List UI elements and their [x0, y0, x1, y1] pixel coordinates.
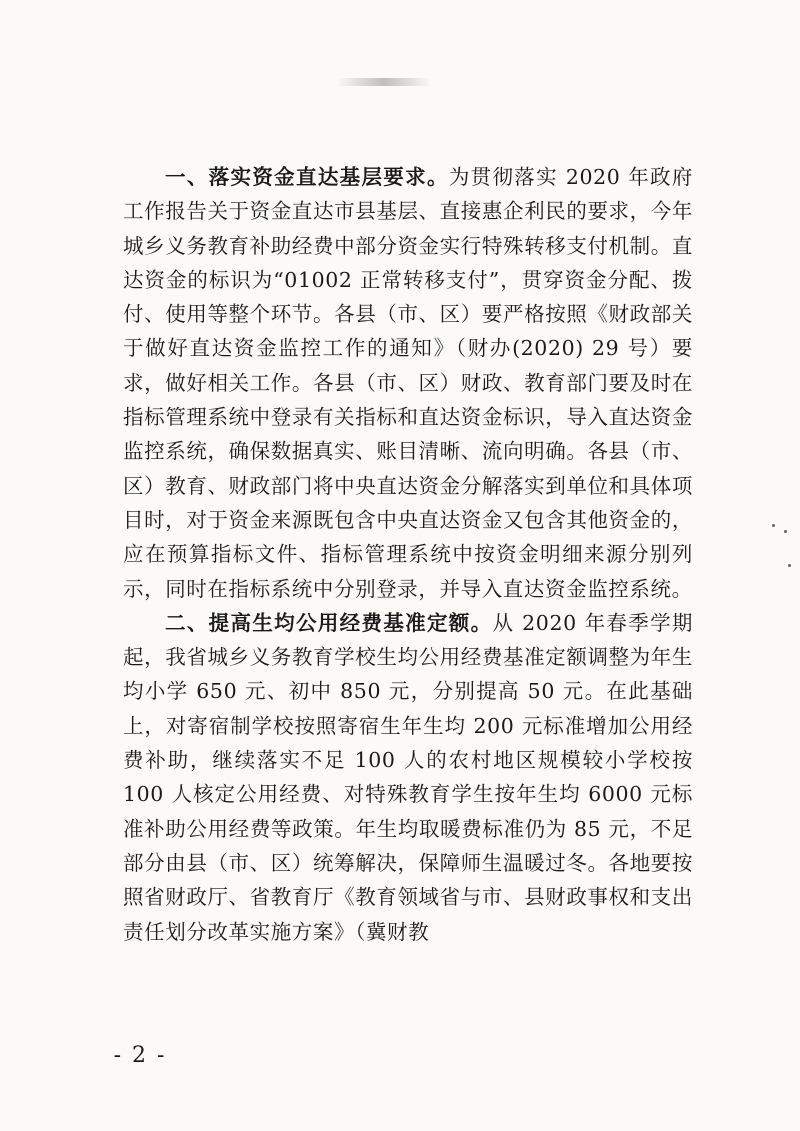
paragraph-2-text: 从 2020 年春季学期起，我省城乡义务教育学校生均公用经费基准定额调整为年生均小学 650 元、初中 850 元，分别提高 50 元。在此基础上，对寄宿制学校按照寄宿生年生均 200 元标准增加公用经费补助，继续落实不足 100 人的农村地区规模较小学校按 100 人核定公用经费、对特殊教育学生按年生均 6000 元标准补助公用经费等政策。年生均取暖费标准仍为 85 元，不足部分由县（市、区）统筹解决，保障师生温暖过冬。各地要按照省财政厅、省教育厅《教育领域省与市、县财政事权和支出责任划分改革实施方案》（冀财教	[123, 610, 694, 944]
scan-artifact	[336, 78, 432, 86]
paragraph-1-text: 为贯彻落实 2020 年政府工作报告关于资金直达市县基层、直接惠企利民的要求，今年城乡义务教育补助经费中部分资金实行特殊转移支付机制。直达资金的标识为“01002 正常转移支付”，贯穿资金分配、拨付、使用等整个环节。各县（市、区）要严格按照《财政部关于做好直达资金监控工作的通知》（财办(2020) 29 号）要求，做好相关工作。各县（市、区）财政、教育部门要及时在指标管理系统中登录有关指标和直达资金标识，导入直达资金监控系统，确保数据真实、账目清晰、流向明确。各县（市、区）教育、财政部门将中央直达资金分解落实到单位和具体项目时，对于资金来源既包含中央直达资金又包含其他资金的，应在预算指标文件、指标管理系统中按资金明细来源分别列示，同时在指标系统中分别登录，并导入直达资金监控系统。	[123, 165, 693, 601]
paragraph-2	[123, 606, 693, 949]
document-body	[123, 160, 693, 949]
section-heading-1: 一、落实资金直达基层要求。	[165, 165, 449, 189]
section-heading-2: 二、提高生均公用经费基准定额。	[165, 610, 493, 635]
scan-specks	[770, 520, 794, 580]
paragraph-1	[123, 160, 693, 606]
page-number: - 2 -	[113, 1043, 167, 1068]
